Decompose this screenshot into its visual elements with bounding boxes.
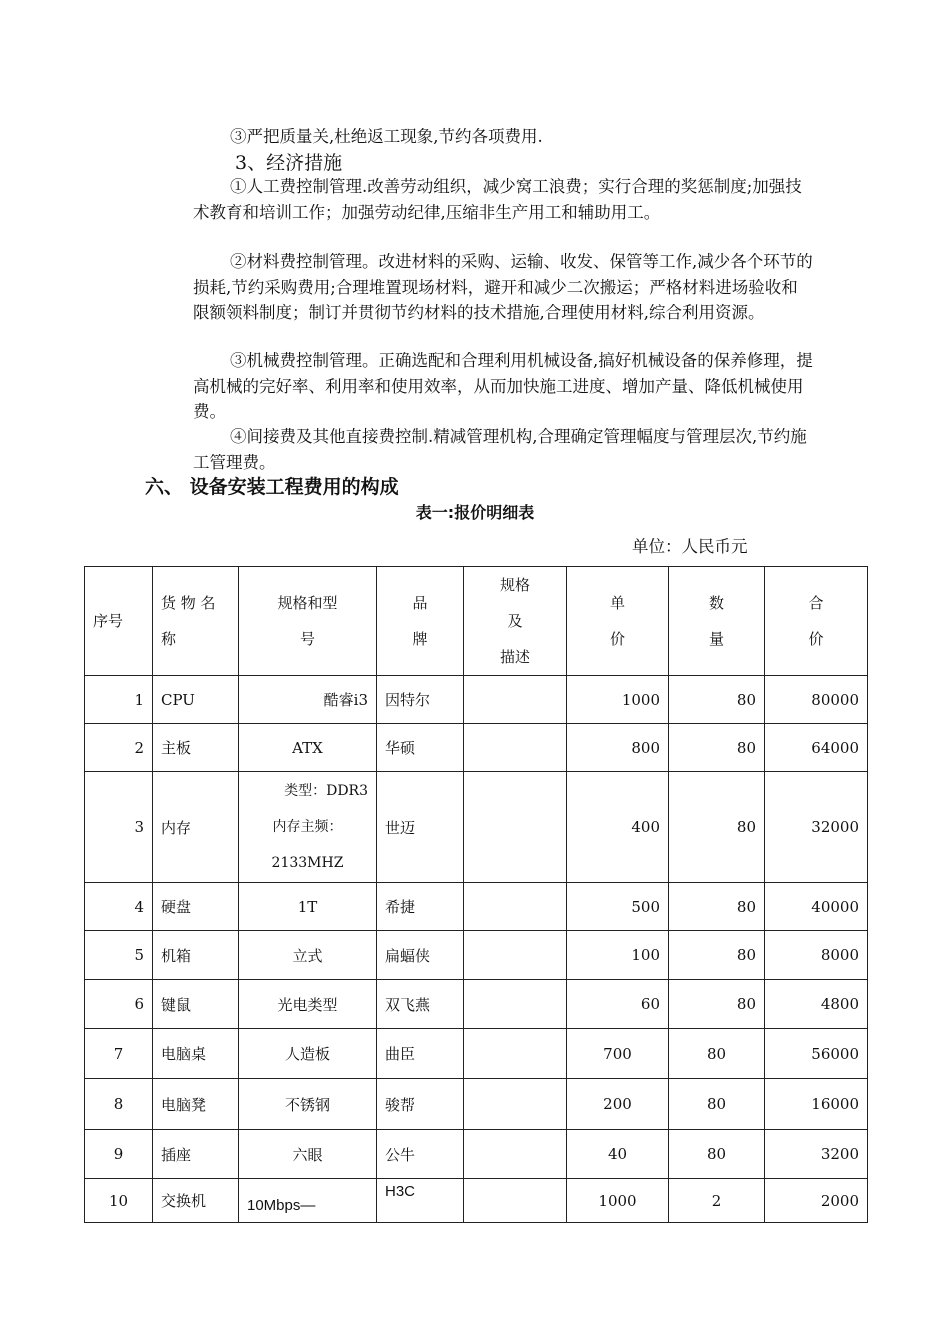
cell-spec: 光电类型 <box>239 980 377 1029</box>
cell-name: 主板 <box>153 724 239 772</box>
cell-desc <box>464 724 567 772</box>
header-no: 序号 <box>85 567 153 676</box>
cell-spec: 类型：DDR3 内存主频： 2133MHZ <box>239 772 377 883</box>
cell-no: 2 <box>85 724 153 772</box>
cell-qty: 80 <box>669 676 765 724</box>
header-brand: 品 牌 <box>377 567 464 676</box>
cell-total: 64000 <box>765 724 868 772</box>
cell-brand: 华硕 <box>377 724 464 772</box>
header-total: 合 价 <box>765 567 868 676</box>
para-material-cost: ②材料费控制管理。改进材料的采购、运输、收发、保管等工作,减少各个环节的损耗,节约采购费用;合理堆置现场材料，避开和减少二次搬运；严格材料进场验收和限额领料制度；制订并贯彻节约材料的技术措施,合理使用材料,综合利用资源。 <box>193 252 813 322</box>
para-labor-cost: ①人工费控制管理.改善劳动组织，减少窝工浪费；实行合理的奖惩制度;加强技术教育和培训工作；加强劳动纪律,压缩非生产用工和辅助用工。 <box>193 177 802 222</box>
cell-price: 500 <box>567 883 669 931</box>
cell-qty: 80 <box>669 1079 765 1130</box>
unit-label: 单位：人民币元 <box>632 537 748 556</box>
cell-no: 4 <box>85 883 153 931</box>
cell-total: 3200 <box>765 1130 868 1179</box>
cell-brand: 扁蝠侠 <box>377 931 464 980</box>
cell-name: 交换机 <box>153 1179 239 1223</box>
cell-desc <box>464 931 567 980</box>
cell-brand: H3C <box>377 1179 464 1223</box>
cell-price: 60 <box>567 980 669 1029</box>
cell-total: 4800 <box>765 980 868 1029</box>
cell-total: 40000 <box>765 883 868 931</box>
cell-name: 电脑桌 <box>153 1029 239 1079</box>
cell-total: 2000 <box>765 1179 868 1223</box>
header-qty: 数 量 <box>669 567 765 676</box>
cell-total: 16000 <box>765 1079 868 1130</box>
table-row <box>85 1130 868 1179</box>
cell-price: 100 <box>567 931 669 980</box>
cell-desc <box>464 1079 567 1130</box>
cell-brand: 公牛 <box>377 1130 464 1179</box>
table-row <box>85 931 868 980</box>
cell-qty: 80 <box>669 772 765 883</box>
cell-brand: 因特尔 <box>377 676 464 724</box>
cell-name: 硬盘 <box>153 883 239 931</box>
para-machine-cost: ③机械费控制管理。正确选配和合理利用机械设备,搞好机械设备的保养修理，提高机械的完好率、利用率和使用效率，从而加快施工进度、增加产量、降低机械使用费。 <box>193 351 813 421</box>
cell-desc <box>464 1029 567 1079</box>
cell-price: 1000 <box>567 676 669 724</box>
cell-brand: 希捷 <box>377 883 464 931</box>
cell-spec: ATX <box>239 724 377 772</box>
cell-spec: 不锈钢 <box>239 1079 377 1130</box>
table-row <box>85 883 868 931</box>
cell-price: 400 <box>567 772 669 883</box>
table-row <box>85 980 868 1029</box>
header-spec: 规格和型 号 <box>239 567 377 676</box>
cell-qty: 80 <box>669 1130 765 1179</box>
cell-desc <box>464 980 567 1029</box>
cell-qty: 80 <box>669 980 765 1029</box>
cell-no: 3 <box>85 772 153 883</box>
table-row <box>85 1029 868 1079</box>
table-row <box>85 724 868 772</box>
cell-price: 200 <box>567 1079 669 1130</box>
cell-name: 电脑凳 <box>153 1079 239 1130</box>
cell-no: 9 <box>85 1130 153 1179</box>
cell-total: 56000 <box>765 1029 868 1079</box>
cell-name: 键鼠 <box>153 980 239 1029</box>
para-quality: ③严把质量关,杜绝返工现象,节约各项费用. <box>230 127 543 146</box>
cell-total: 32000 <box>765 772 868 883</box>
cell-qty: 2 <box>669 1179 765 1223</box>
cell-no: 6 <box>85 980 153 1029</box>
cell-total: 80000 <box>765 676 868 724</box>
cell-price: 1000 <box>567 1179 669 1223</box>
cell-no: 5 <box>85 931 153 980</box>
table-header-row <box>85 567 868 676</box>
cell-no: 7 <box>85 1029 153 1079</box>
cell-name: CPU <box>153 676 239 724</box>
cell-total: 8000 <box>765 931 868 980</box>
cell-qty: 80 <box>669 883 765 931</box>
heading-economic-measures: 3、经济措施 <box>235 152 343 174</box>
cell-brand: 骏帮 <box>377 1079 464 1130</box>
table-row <box>85 1079 868 1130</box>
cell-desc <box>464 676 567 724</box>
cell-desc <box>464 772 567 883</box>
cell-price: 40 <box>567 1130 669 1179</box>
cell-qty: 80 <box>669 931 765 980</box>
cell-spec: 立式 <box>239 931 377 980</box>
cell-spec: 人造板 <box>239 1029 377 1079</box>
table-row <box>85 772 868 883</box>
header-price: 单 价 <box>567 567 669 676</box>
cell-brand: 世迈 <box>377 772 464 883</box>
table-row <box>85 676 868 724</box>
cell-spec: 六眼 <box>239 1130 377 1179</box>
cell-desc <box>464 1179 567 1223</box>
cell-name: 机箱 <box>153 931 239 980</box>
cell-no: 10 <box>85 1179 153 1223</box>
table-row <box>85 1179 868 1223</box>
cell-no: 8 <box>85 1079 153 1130</box>
cell-no: 1 <box>85 676 153 724</box>
header-name: 货 物 名 称 <box>153 567 239 676</box>
cell-spec: 10Mbps— <box>239 1179 377 1223</box>
cell-desc <box>464 883 567 931</box>
para-indirect-cost: ④间接费及其他直接费控制.精减管理机构,合理确定管理幅度与管理层次,节约施工管理费。 <box>193 427 807 472</box>
cell-desc <box>464 1130 567 1179</box>
cell-name: 内存 <box>153 772 239 883</box>
quote-table <box>84 566 868 1223</box>
cell-spec: 酷睿i3 <box>239 676 377 724</box>
cell-qty: 80 <box>669 1029 765 1079</box>
table-caption: 表一:报价明细表 <box>415 503 535 522</box>
cell-spec: 1T <box>239 883 377 931</box>
cell-brand: 双飞燕 <box>377 980 464 1029</box>
cell-qty: 80 <box>669 724 765 772</box>
cell-name: 插座 <box>153 1130 239 1179</box>
cell-price: 700 <box>567 1029 669 1079</box>
cell-brand: 曲臣 <box>377 1029 464 1079</box>
section-title: 六、 设备安装工程费用的构成 <box>145 476 399 498</box>
header-desc: 规格 及 描述 <box>464 567 567 676</box>
cell-price: 800 <box>567 724 669 772</box>
